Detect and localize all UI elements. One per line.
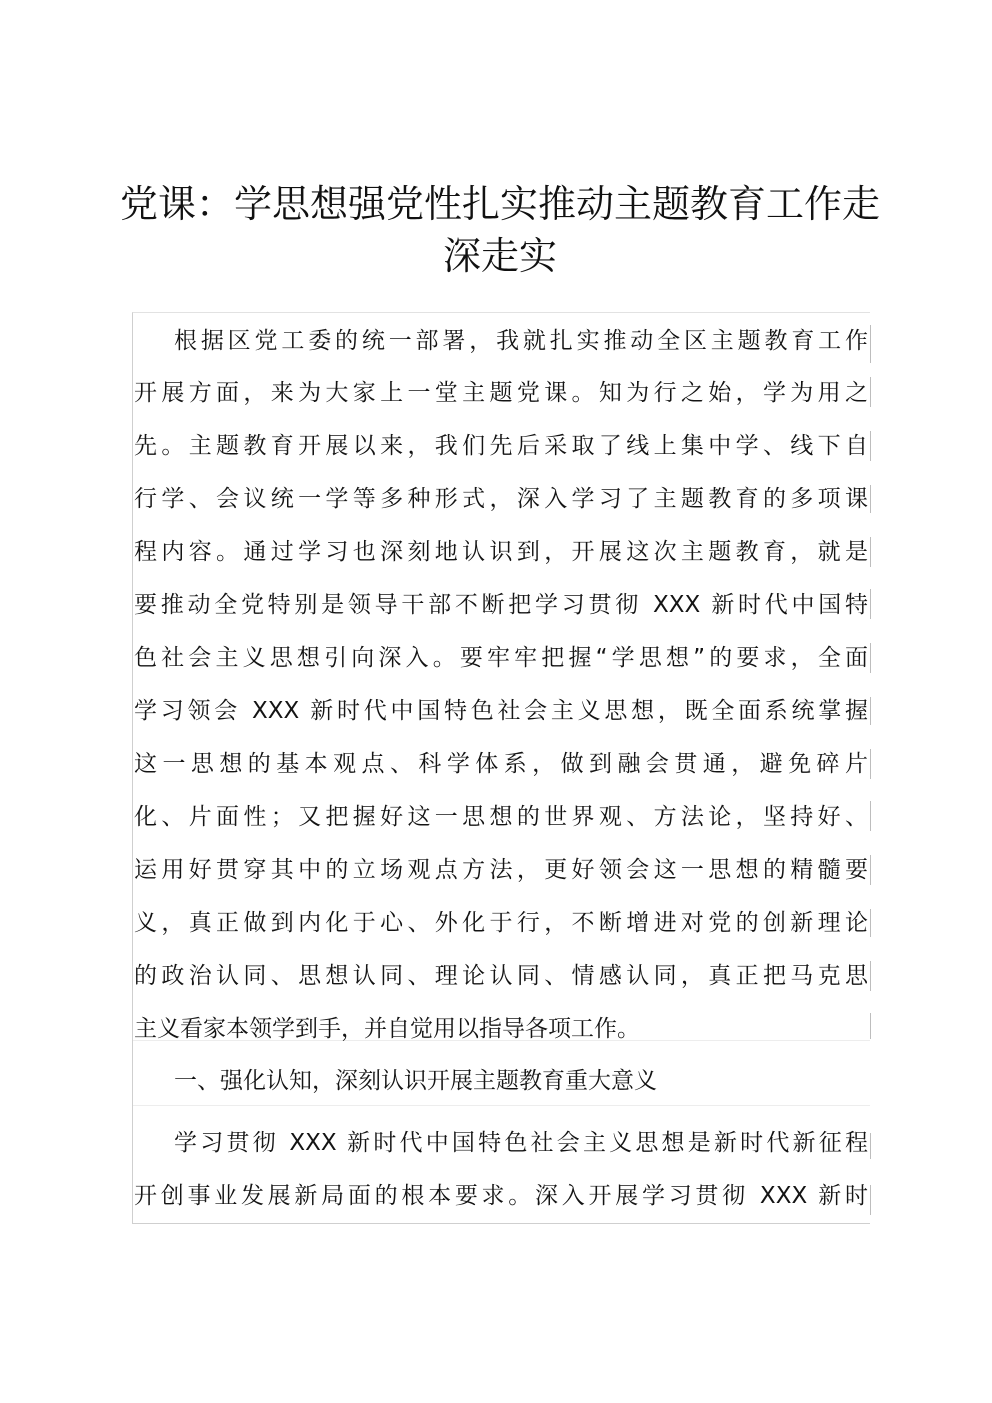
frame-right-edge	[870, 643, 871, 673]
paragraph-line: 义，真正做到内化于心、外化于行，不断增进对党的创新理论	[134, 910, 868, 936]
paragraph-line: 运用好贯穿其中的立场观点方法，更好领会这一思想的精髓要	[134, 857, 868, 883]
paragraph-line: 开创事业发展新局面的根本要求。深入开展学习贯彻 XXX 新时	[134, 1183, 868, 1209]
paragraph-line: 开展方面，来为大家上一堂主题党课。知为行之始，学为用之	[134, 380, 868, 406]
paragraph-line: 化、片面性；又把握好这一思想的世界观、方法论，坚持好、	[134, 804, 868, 830]
title-line-1: 党课：学思想强党性扎实推动主题教育工作走	[119, 182, 880, 226]
paragraph-line: 这一思想的基本观点、科学体系，做到融会贯通，避免碎片	[134, 751, 868, 777]
section-heading: 一、强化认知，深刻认识开展主题教育重大意义	[174, 1068, 657, 1094]
frame-right-edge	[870, 485, 871, 513]
frame-right-edge	[870, 377, 871, 407]
frame-right-edge	[870, 961, 871, 991]
page-title	[110, 178, 890, 282]
frame-right-edge	[870, 697, 871, 725]
paragraph-line: 色社会主义思想引向深入。要牢牢把握“学思想”的要求，全面	[134, 645, 868, 671]
frame-right-edge	[870, 801, 871, 831]
paragraph-line: 学习领会 XXX 新时代中国特色社会主义思想，既全面系统掌握	[134, 698, 868, 724]
frame-right-edge	[870, 325, 871, 363]
paragraph-line: 先。主题教育开展以来，我们先后采取了线上集中学、线下自	[134, 433, 868, 459]
paragraph-line: 行学、会议统一学等多种形式，深入学习了主题教育的多项课	[134, 486, 868, 512]
paragraph-line: 主义看家本领学到手，并自觉用以指导各项工作。	[134, 1016, 640, 1042]
frame-right-edge	[870, 1185, 871, 1215]
frame-right-edge	[870, 909, 871, 937]
frame-right-edge	[870, 589, 871, 619]
paragraph-line: 的政治认同、思想认同、理论认同、情感认同，真正把马克思	[134, 963, 868, 989]
frame-right-edge	[870, 1133, 871, 1159]
paragraph-line: 学习贯彻 XXX 新时代中国特色社会主义思想是新时代新征程	[174, 1130, 868, 1156]
paragraph-line: 根据区党工委的统一部署，我就扎实推动全区主题教育工作	[174, 328, 868, 354]
title-line-2: 深走实	[442, 234, 557, 278]
frame-right-edge	[870, 431, 871, 461]
paragraph-line: 程内容。通过学习也深刻地认识到，开展这次主题教育，就是	[134, 539, 868, 565]
paragraph-line: 要推动全党特别是领导干部不断把学习贯彻 XXX 新时代中国特	[134, 592, 868, 618]
frame-right-edge	[870, 855, 871, 885]
frame-right-edge	[870, 749, 871, 779]
frame-right-edge	[870, 537, 871, 567]
section-divider	[133, 1105, 870, 1106]
